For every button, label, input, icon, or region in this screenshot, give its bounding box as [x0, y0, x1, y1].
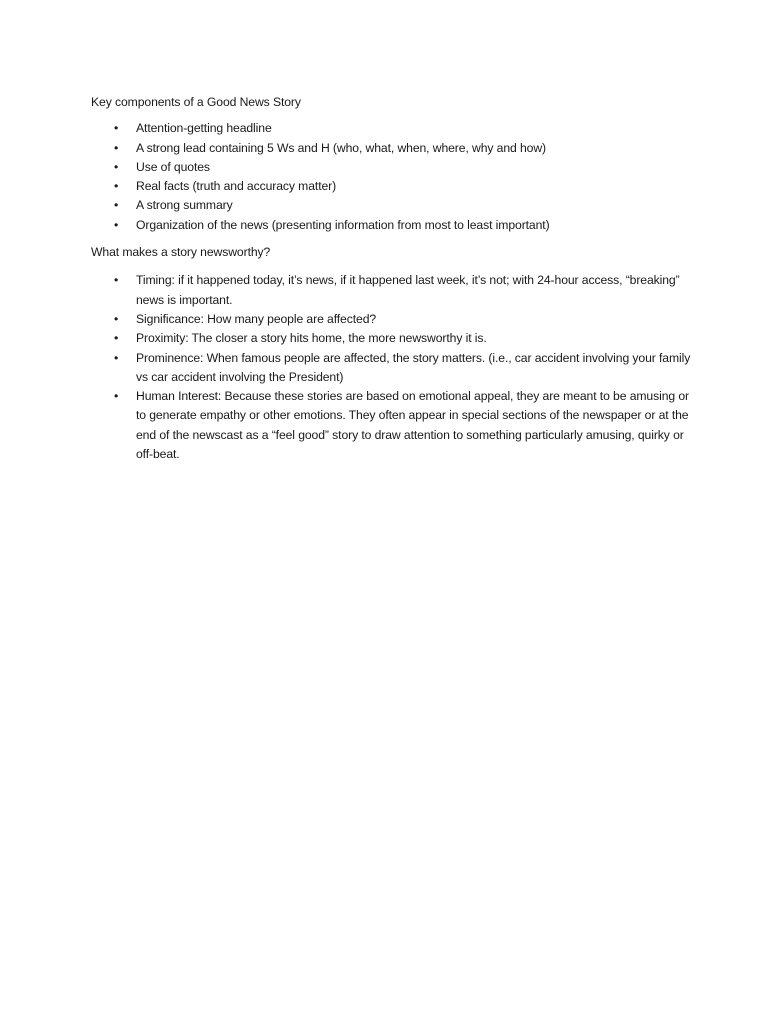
list-item	[91, 349, 691, 388]
list-item-text: Significance: How many people are affected?	[136, 311, 377, 326]
bullet-icon: •	[114, 311, 119, 326]
bullet-icon: •	[114, 273, 119, 288]
document-body	[91, 93, 691, 464]
list-item	[91, 216, 691, 235]
list-item	[91, 158, 691, 177]
list-item-text: Human Interest: Because these stories are based on emotional appeal, they are meant to be amusing or to generate empathy or other emotions. They often appear in special sections of the newspaper or at the end of the newscast as a “feel good” story to draw attention to something particularly amusing, quirky or off-beat.	[136, 389, 689, 462]
list-item	[91, 177, 691, 196]
list-item	[91, 271, 691, 310]
bullet-icon: •	[114, 331, 119, 346]
bullet-icon: •	[114, 198, 119, 213]
list-item-text: A strong lead containing 5 Ws and H (who, what, when, where, why and how)	[136, 140, 547, 155]
list-item-text: Attention-getting headline	[136, 121, 272, 136]
bullet-icon: •	[114, 389, 119, 404]
list-item-text: Proximity: The closer a story hits home, the more newsworthy it is.	[136, 331, 487, 346]
list-item-text: Real facts (truth and accuracy matter)	[136, 179, 337, 194]
list-item-text: Use of quotes	[136, 159, 210, 174]
list-item	[91, 310, 691, 329]
list-item	[91, 387, 691, 464]
list-item	[91, 119, 691, 138]
bullet-icon: •	[114, 350, 119, 365]
bullet-icon: •	[114, 140, 119, 155]
list-item	[91, 196, 691, 215]
list-item	[91, 139, 691, 158]
bullet-icon: •	[114, 159, 119, 174]
list-item-text: Organization of the news (presenting information from most to least important)	[136, 217, 550, 232]
bullet-icon: •	[114, 121, 119, 136]
bullet-icon: •	[114, 179, 119, 194]
list-item-text: Prominence: When famous people are affected, the story matters. (i.e., car accident involving your family vs car accident involving the President)	[136, 350, 691, 384]
newsworthy-criteria-list	[91, 271, 691, 464]
list-item-text: Timing: if it happened today, it’s news, if it happened last week, it’s not; with 24-hour access, “breaking” news is important.	[136, 273, 680, 307]
bullet-icon: •	[114, 217, 119, 232]
section-heading-newsworthy: What makes a story newsworthy?	[91, 245, 271, 260]
good-news-components-list	[91, 119, 691, 235]
section-heading-good-news-story: Key components of a Good News Story	[91, 95, 301, 109]
list-item	[91, 329, 691, 348]
list-item-text: A strong summary	[136, 198, 233, 213]
